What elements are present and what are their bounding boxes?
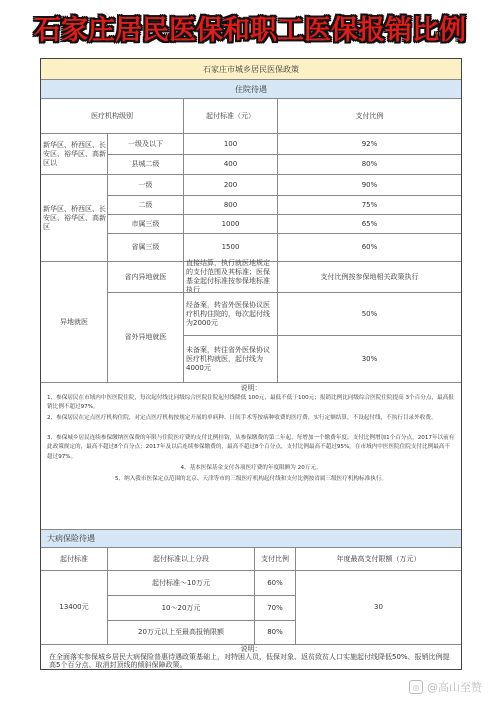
doc-title: 石家庄市城乡居民医保政策 [41, 59, 461, 79]
deductible-cell: 100 [223, 139, 238, 148]
out-unfiled-ratio: 30% [361, 354, 378, 363]
segment-cell: 10～20万元 [161, 603, 201, 612]
ratio-cell: 60% [361, 243, 378, 251]
segment-ratio-cell: 60% [267, 578, 283, 587]
ratio-cell: 65% [361, 219, 378, 228]
critical-col-deductible: 起付标准 [60, 554, 88, 563]
offsite-label: 异地就医 [60, 317, 88, 326]
hospital-section-title: 住院待遇 [41, 80, 461, 98]
note-item: 2、参保居民在定点医疗机构住院，对定点医疗机构按规定开展的单病种、日间手术等按病种收费的医疗费，实行定额结算，不设起付线，不执行目录外收费。 [47, 415, 437, 421]
bottom-note-title: 说明： [240, 645, 262, 653]
out-unfiled-desc: 未备案，转往省外医保协议医疗机构就医，起付线为4000元 [186, 345, 270, 372]
banner [0, 0, 500, 52]
watermark-text: @高山至赞 [427, 681, 482, 694]
ratio-cell: 90% [361, 180, 378, 189]
deductible-cell: 800 [223, 200, 238, 209]
out-filed-desc: 经备案，转省外医保协议医疗机构住院的，每次起付线为2000元 [186, 300, 270, 327]
out-province-label: 省外异地就医 [124, 333, 167, 341]
critical-col-limit: 年度最高支付限额（万元） [336, 554, 421, 563]
note-item: 4、基本医保基金支付各项医疗费的年度限额为 20万元。 [180, 465, 322, 471]
in-province-ratio: 支付比例按参保地相关政策执行 [320, 272, 419, 281]
level-cell: 一级及以下 [128, 139, 163, 148]
note-item: 1、参保居民在市域内中医医院住院，每次起付线比同级综合医院住院起付线降低 100元，最低不低于100元；报销比例比同级综合医院住院提高 3个百分点，最高报销比例不超过97%。 [47, 395, 454, 411]
level-cell: 省属三级 [131, 243, 160, 251]
in-province-desc: 直接结算，执行就医地规定的支付范围及其标准；医保基金起付标准按参保地标准执行 [186, 259, 270, 294]
out-filed-ratio: 50% [361, 309, 378, 318]
deductible-cell: 200 [223, 180, 238, 189]
segment-cell: 20万元以上至最高报销限额 [138, 628, 224, 636]
segment-cell: 起付标准～10万元 [152, 578, 210, 587]
col-ratio-header: 支付比例 [355, 111, 384, 120]
critical-section-title: 大病保险待遇 [41, 530, 461, 547]
ratio-cell: 80% [361, 160, 378, 168]
region-a-label: 新华区、桥西区、长安区、裕华区、高新 区以 [43, 140, 106, 167]
notes-title: 说明： [240, 384, 262, 392]
critical-col-segment: 起付标准以上分段 [153, 554, 209, 563]
ratio-cell: 75% [361, 200, 378, 209]
col-level-header: 医疗机构级别 [91, 111, 133, 120]
ratio-cell: 92% [361, 139, 378, 148]
critical-limit-value: 30 [374, 603, 383, 611]
segment-ratio-cell: 80% [267, 628, 283, 636]
level-cell: 县城二级 [131, 160, 160, 168]
deductible-cell: 1500 [221, 243, 240, 251]
critical-deductible-value: 13400元 [59, 603, 89, 611]
watermark [409, 679, 482, 695]
level-cell: 市属三级 [131, 219, 160, 228]
note-item: 5、纳入我市医保定点范围的北京、天津等市的三级医疗机构起付线和支付比例按省属三级医疗机构标准执行。 [114, 476, 388, 482]
camera-icon: ◎ [409, 680, 423, 694]
region-b-label: 新华区、桥西区、长安区、裕华区、高新 区 [43, 204, 106, 231]
level-cell: 一级 [138, 180, 153, 189]
deductible-cell: 400 [223, 160, 238, 168]
in-province-label: 省内异地就医 [124, 272, 167, 281]
policy-document [40, 58, 462, 670]
note-item: 3、参保城乡居民连续参保缴纳医保费的年限与住院医疗费的支付比例挂钩，从参保缴费的第二年起，每增加一个缴费年度，支付比例增加1个百分点，2017年以前有此政策规定的，最高不超过8个百分点；2017年及以后连续参保缴费的，最高不超过8个百分点，支付比例最高不超过95%。在市域内中医医院住院支付比例最高不超过97%。 [47, 435, 455, 460]
level-cell: 二级 [138, 200, 153, 209]
critical-col-ratio: 支付比例 [261, 554, 289, 563]
segment-ratio-cell: 70% [267, 603, 283, 612]
col-deductible-header: 起付标准（元） [206, 111, 255, 120]
banner-title: 石家庄居民医保和职工医保报销比例 [34, 15, 466, 46]
bottom-note-text: 在全面落实参保城乡居民大病保险普惠待遇政策基础上，对特困人员、低保对象、返贫致贫人口实施起付线降低50%、报销比例提高5个百分点、取消封顶线的倾斜保障政策。 [49, 653, 450, 669]
deductible-cell: 1000 [221, 219, 240, 228]
